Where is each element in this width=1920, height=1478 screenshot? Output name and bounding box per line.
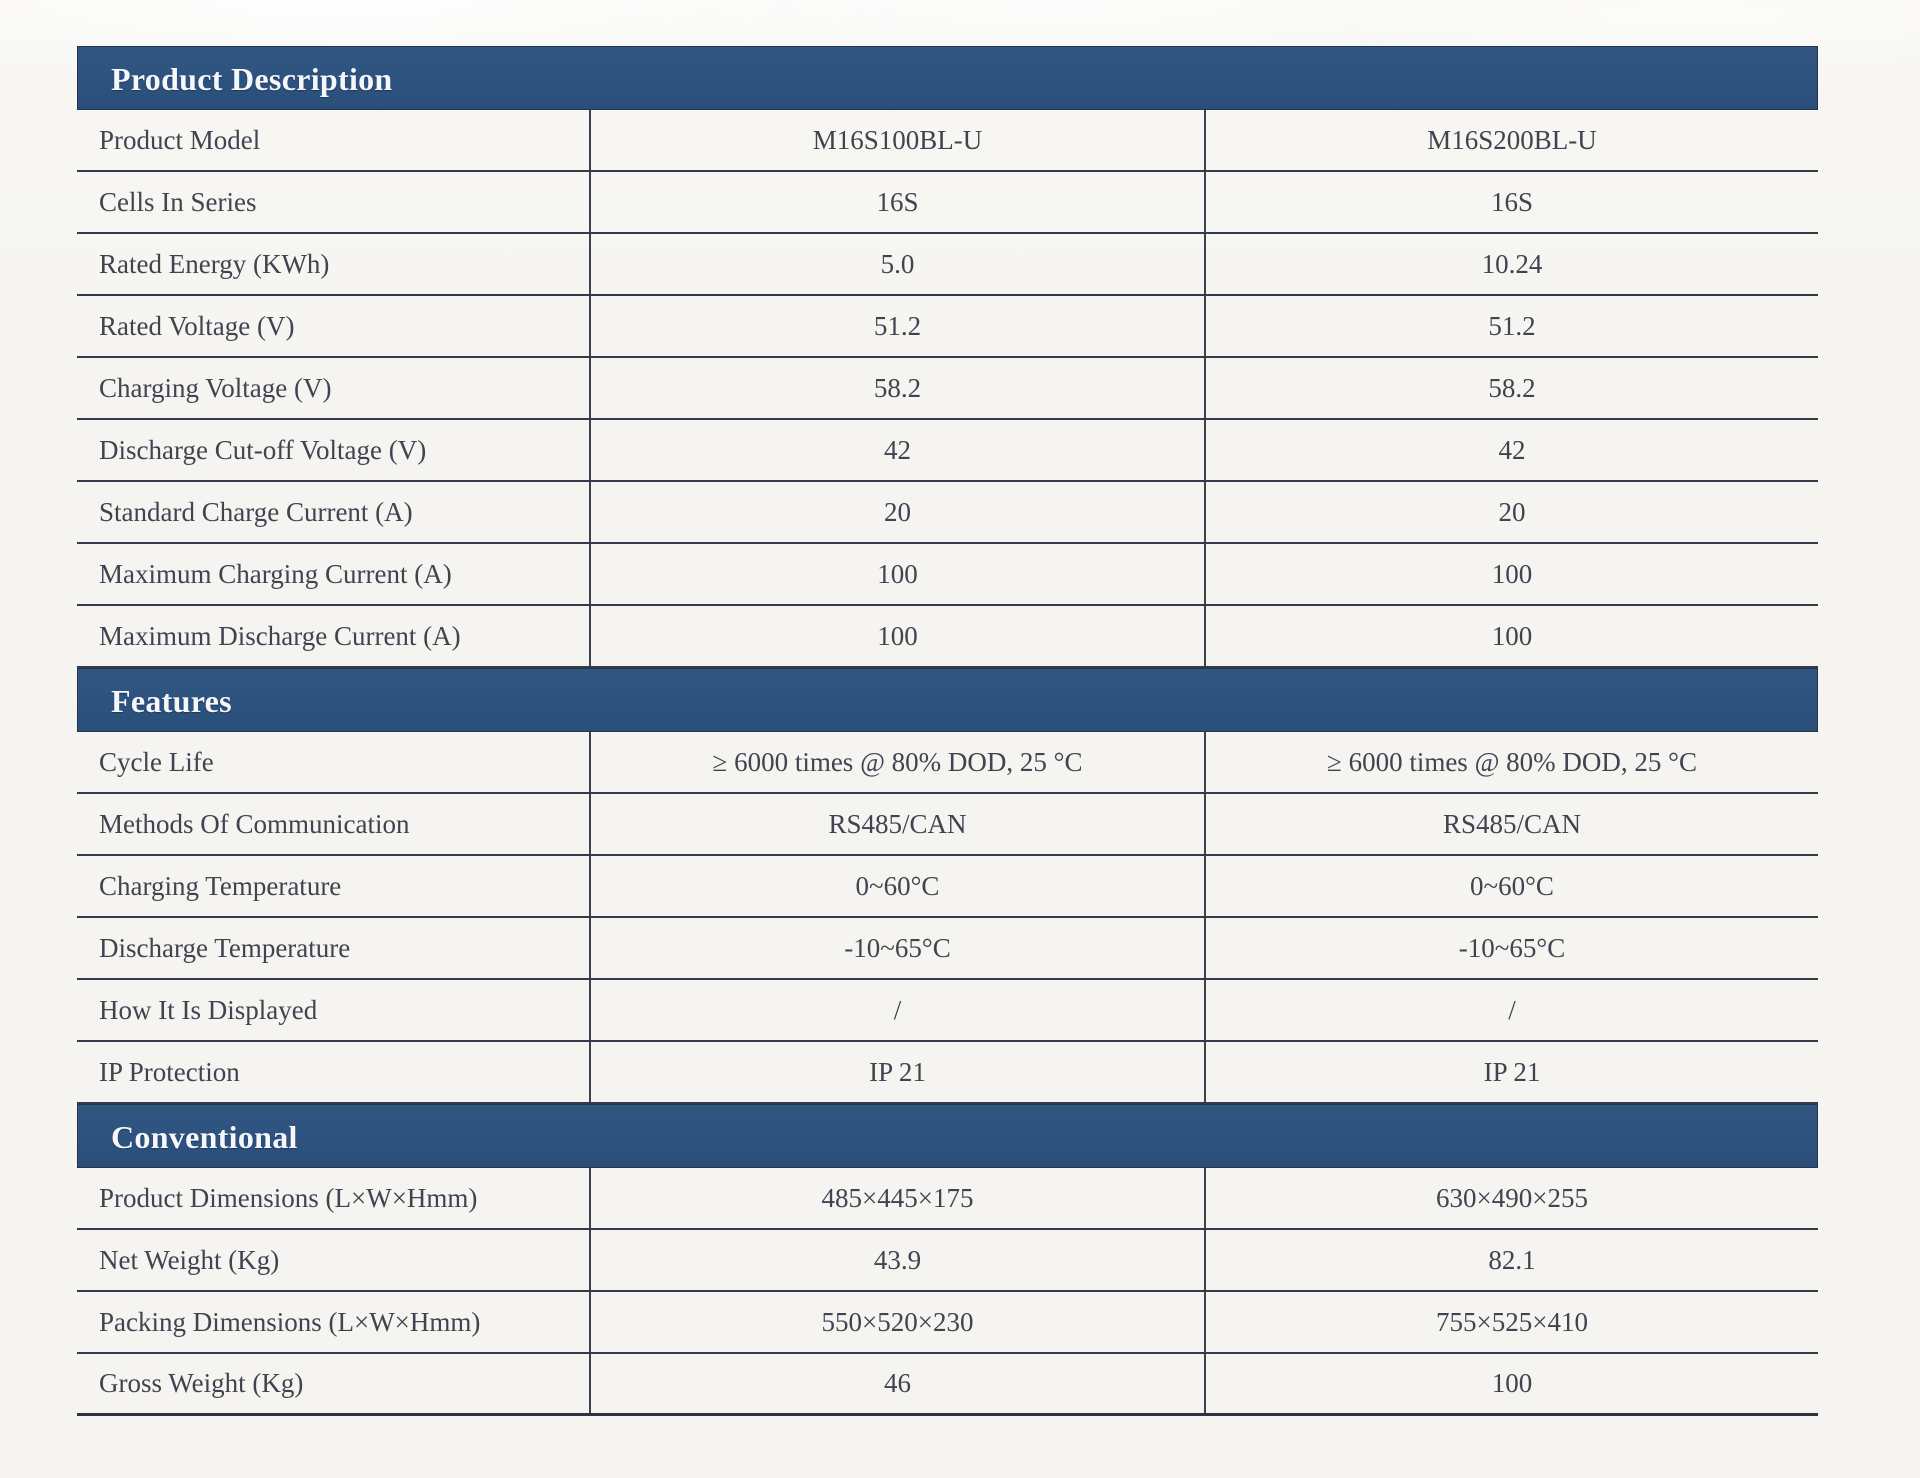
- row-label: Rated Voltage (V): [99, 310, 295, 341]
- row-label: Packing Dimensions (L×W×Hmm): [99, 1306, 481, 1337]
- cell-value-model-2: 16S: [1204, 172, 1818, 232]
- cell-value-model-1: 51.2: [589, 296, 1204, 356]
- cell-value-model-1: RS485/CAN: [589, 794, 1204, 854]
- row-label: Rated Energy (KWh): [99, 248, 330, 279]
- table-row-gross-weight-kg: [77, 1354, 1818, 1416]
- cell-value-model-2: 82.1: [1204, 1230, 1818, 1290]
- cell-value-model-2: 42: [1204, 420, 1818, 480]
- section-header-features: [77, 668, 1818, 732]
- row-label: How It Is Displayed: [99, 994, 318, 1025]
- section-header-product-description: [77, 46, 1818, 110]
- table-row-rated-energy-kwh: [77, 234, 1818, 296]
- table-row-packing-dimensions-l-w-hmm: [77, 1292, 1818, 1354]
- cell-value-model-2: RS485/CAN: [1204, 794, 1818, 854]
- cell-value-model-1: 485×445×175: [589, 1168, 1204, 1228]
- table-row-maximum-charging-current-a: [77, 544, 1818, 606]
- cell-value-model-2: 630×490×255: [1204, 1168, 1818, 1228]
- cell-value-model-2: 100: [1204, 606, 1818, 666]
- table-row-rated-voltage-v: [77, 296, 1818, 358]
- cell-value-model-1: 46: [589, 1354, 1204, 1413]
- row-label: Discharge Temperature: [99, 932, 351, 963]
- cell-value-model-2: ≥ 6000 times @ 80% DOD, 25 °C: [1204, 732, 1818, 792]
- row-label: Product Model: [99, 124, 261, 155]
- cell-value-model-2: /: [1204, 980, 1818, 1040]
- cell-value-model-2: 755×525×410: [1204, 1292, 1818, 1352]
- row-label: IP Protection: [99, 1056, 240, 1087]
- row-label: Charging Voltage (V): [99, 372, 332, 403]
- cell-value-model-1: M16S100BL-U: [589, 110, 1204, 170]
- table-row-discharge-cut-off-voltage-v: [77, 420, 1818, 482]
- row-label: Cycle Life: [99, 746, 214, 777]
- section-title: Product Description: [111, 61, 393, 97]
- row-label: Discharge Cut-off Voltage (V): [99, 434, 427, 465]
- cell-value-model-1: 0~60°C: [589, 856, 1204, 916]
- table-row-product-model: [77, 110, 1818, 172]
- cell-value-model-2: 20: [1204, 482, 1818, 542]
- cell-value-model-1: 16S: [589, 172, 1204, 232]
- table-row-how-it-is-displayed: [77, 980, 1818, 1042]
- cell-value-model-2: -10~65°C: [1204, 918, 1818, 978]
- cell-value-model-1: 42: [589, 420, 1204, 480]
- cell-value-model-1: 100: [589, 606, 1204, 666]
- table-row-discharge-temperature: [77, 918, 1818, 980]
- section-title: Conventional: [111, 1119, 298, 1155]
- cell-value-model-1: 43.9: [589, 1230, 1204, 1290]
- section-title: Features: [111, 683, 232, 719]
- table-row-maximum-discharge-current-a: [77, 606, 1818, 668]
- table-row-product-dimensions-l-w-hmm: [77, 1168, 1818, 1230]
- section-header-conventional: [77, 1104, 1818, 1168]
- cell-value-model-2: 10.24: [1204, 234, 1818, 294]
- cell-value-model-2: 58.2: [1204, 358, 1818, 418]
- cell-value-model-2: IP 21: [1204, 1042, 1818, 1102]
- row-label: Cells In Series: [99, 186, 257, 217]
- table-row-charging-temperature: [77, 856, 1818, 918]
- cell-value-model-1: 100: [589, 544, 1204, 604]
- row-label: Standard Charge Current (A): [99, 496, 413, 527]
- table-row-charging-voltage-v: [77, 358, 1818, 420]
- cell-value-model-2: 100: [1204, 544, 1818, 604]
- cell-value-model-1: /: [589, 980, 1204, 1040]
- cell-value-model-1: -10~65°C: [589, 918, 1204, 978]
- row-label: Net Weight (Kg): [99, 1244, 280, 1275]
- cell-value-model-1: 550×520×230: [589, 1292, 1204, 1352]
- row-label: Maximum Discharge Current (A): [99, 620, 461, 651]
- row-label: Product Dimensions (L×W×Hmm): [99, 1182, 478, 1213]
- spec-table: [77, 46, 1818, 1416]
- cell-value-model-2: 0~60°C: [1204, 856, 1818, 916]
- row-label: Maximum Charging Current (A): [99, 558, 452, 589]
- table-row-cycle-life: [77, 732, 1818, 794]
- cell-value-model-2: 100: [1204, 1354, 1818, 1413]
- table-row-cells-in-series: [77, 172, 1818, 234]
- cell-value-model-2: M16S200BL-U: [1204, 110, 1818, 170]
- cell-value-model-1: 5.0: [589, 234, 1204, 294]
- cell-value-model-1: 58.2: [589, 358, 1204, 418]
- row-label: Methods Of Communication: [99, 808, 410, 839]
- table-row-standard-charge-current-a: [77, 482, 1818, 544]
- cell-value-model-1: IP 21: [589, 1042, 1204, 1102]
- table-row-net-weight-kg: [77, 1230, 1818, 1292]
- cell-value-model-1: 20: [589, 482, 1204, 542]
- cell-value-model-2: 51.2: [1204, 296, 1818, 356]
- row-label: Gross Weight (Kg): [99, 1368, 304, 1398]
- table-row-methods-of-communication: [77, 794, 1818, 856]
- cell-value-model-1: ≥ 6000 times @ 80% DOD, 25 °C: [589, 732, 1204, 792]
- table-row-ip-protection: [77, 1042, 1818, 1104]
- row-label: Charging Temperature: [99, 870, 342, 901]
